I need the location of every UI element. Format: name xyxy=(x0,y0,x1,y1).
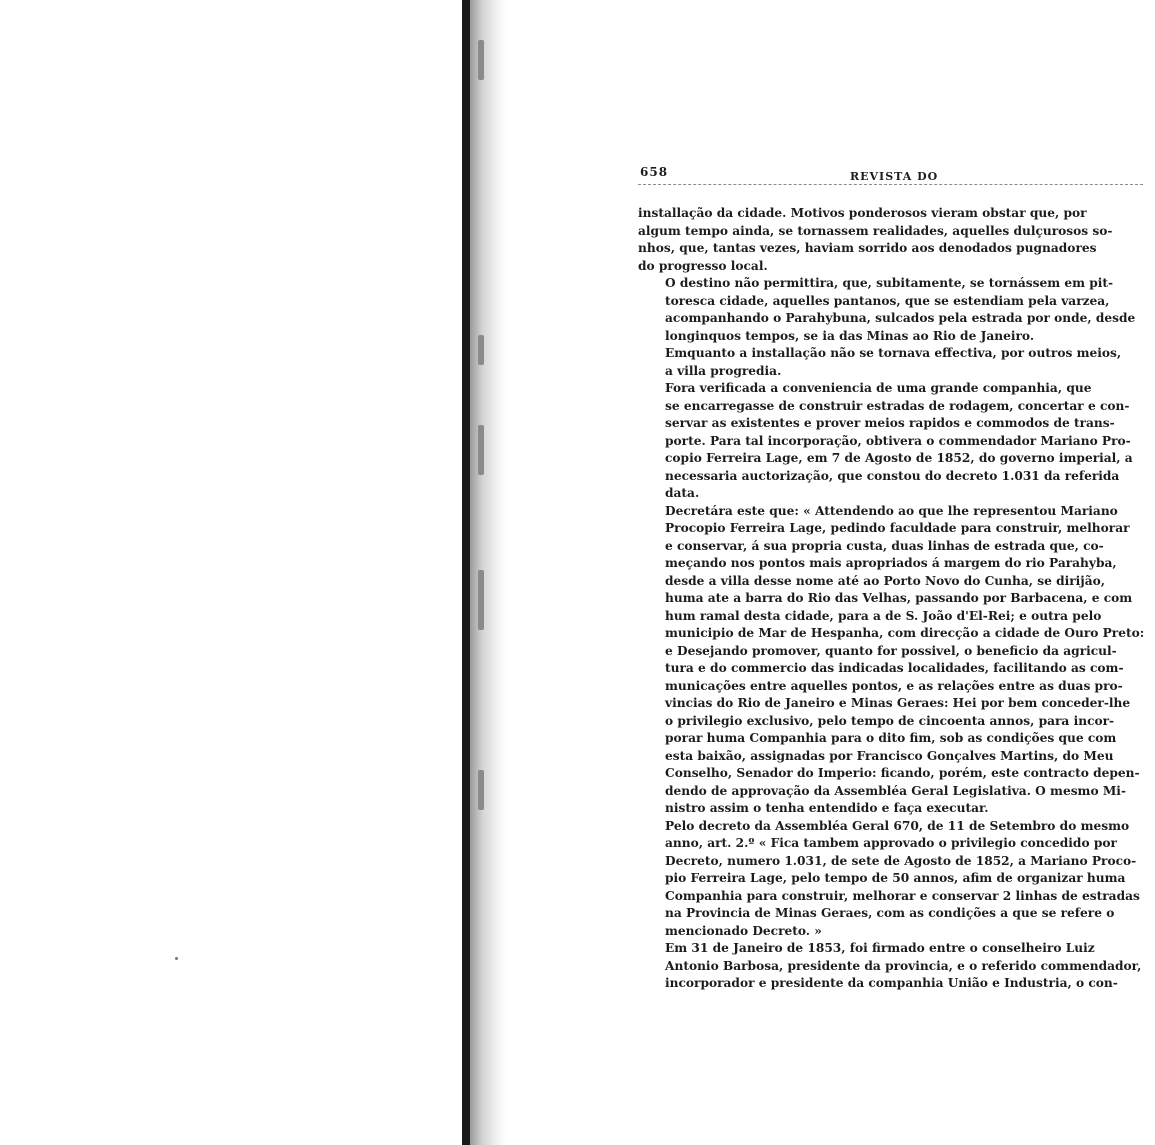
binding-mark xyxy=(478,40,484,80)
text-line: copio Ferreira Lage, em 7 de Agosto de 1852, do governo imperial, a xyxy=(665,451,1133,465)
page-body xyxy=(638,205,1143,993)
speck xyxy=(175,957,178,960)
text-line: Pelo decreto da Assembléa Geral 670, de 11 de Setembro do mesmo xyxy=(665,818,1130,833)
page-number: 658 xyxy=(640,165,669,179)
text-line: se encarregasse de construir estradas de rodagem, concertar e con- xyxy=(665,398,1130,413)
paragraph xyxy=(638,818,1143,941)
text-line: servar as existentes e prover meios rapidos e commodos de trans- xyxy=(665,416,1115,430)
text-line: Conselho, Senador do Imperio: ficando, porém, este contracto depen- xyxy=(665,766,1140,780)
running-title: REVISTA DO xyxy=(850,170,939,183)
text-line: pio Ferreira Lage, pelo tempo de 50 annos, afim de organizar huma xyxy=(665,871,1126,885)
binding-mark xyxy=(478,570,484,630)
text-line: toresca cidade, aquelles pantanos, que se estendiam pela varzea, xyxy=(665,293,1110,308)
text-line: e conservar, á sua propria custa, duas linhas de estrada que, co- xyxy=(665,538,1104,553)
book-page xyxy=(638,160,1143,993)
text-line: municipio de Mar de Hespanha, com direcção a cidade de Ouro Preto: xyxy=(665,626,1145,640)
text-line: Decreto, numero 1.031, de sete de Agosto de 1852, a Mariano Proco- xyxy=(665,853,1137,868)
text-line: Decretára este que: « Attendendo ao que lhe representou Mariano xyxy=(665,503,1118,518)
text-line: dendo de approvação da Assembléa Geral Legislativa. O mesmo Mi- xyxy=(665,783,1127,798)
text-line: esta baixão, assignadas por Francisco Gonçalves Martins, do Meu xyxy=(665,748,1114,763)
paragraph xyxy=(638,345,1143,380)
paragraph xyxy=(638,205,1143,275)
text-line: Procopio Ferreira Lage, pedindo faculdade para construir, melhorar xyxy=(665,521,1130,535)
text-line: anno, art. 2.º « Fica tambem approvado o privilegio concedido por xyxy=(665,836,1117,850)
text-line: algum tempo ainda, se tornassem realidades, aquelles dulçurosos so- xyxy=(638,223,1113,238)
text-line: Emquanto a installação não se tornava effectiva, por outros meios, xyxy=(665,346,1122,360)
text-line: longinquos tempos, se ia das Minas ao Rio de Janeiro. xyxy=(665,328,1035,343)
text-line: incorporador e presidente da companhia União e Industria, o con- xyxy=(665,976,1118,990)
text-line: a villa progredia. xyxy=(665,363,782,378)
text-line: porte. Para tal incorporação, obtivera o commendador Mariano Pro- xyxy=(665,433,1131,448)
text-line: Antonio Barbosa, presidente da provincia, e o referido commendador, xyxy=(665,958,1142,973)
text-line: O destino não permittira, que, subitamente, se tornássem em pit- xyxy=(665,276,1114,290)
text-line: hum ramal desta cidade, para a de S. João d'El-Rei; e outra pelo xyxy=(665,608,1102,623)
text-line: Em 31 de Janeiro de 1853, foi firmado entre o conselheiro Luiz xyxy=(665,941,1095,955)
text-line: tura e do commercio das indicadas localidades, facilitando as com- xyxy=(665,661,1124,675)
text-line: na Provincia de Minas Geraes, com as condições a que se refere o xyxy=(665,906,1115,920)
text-line: desde a villa desse nome até ao Porto Novo do Cunha, se dirijão, xyxy=(665,573,1105,588)
binding-mark xyxy=(478,335,484,365)
text-line: acompanhando o Parahybuna, sulcados pela estrada por onde, desde xyxy=(665,311,1136,325)
text-line: porar huma Companhia para o dito fim, sob as condições que com xyxy=(665,731,1117,745)
spine-shadow xyxy=(470,0,506,1145)
paragraph xyxy=(638,940,1143,993)
text-line: meçando nos pontos mais apropriados á margem do rio Parahyba, xyxy=(665,556,1117,570)
text-line: municações entre aquelles pontos, e as relações entre as duas pro- xyxy=(665,678,1123,693)
text-line: do progresso local. xyxy=(638,258,768,273)
text-line: huma ate a barra do Rio das Velhas, passando por Barbacena, e com xyxy=(665,591,1133,605)
text-line: Companhia para construir, melhorar e conservar 2 linhas de estradas xyxy=(665,888,1140,903)
book-spine xyxy=(462,0,470,1145)
text-line: nhos, que, tantas vezes, haviam sorrido aos denodados pugnadores xyxy=(638,241,1097,255)
paragraph xyxy=(638,275,1143,345)
text-line: installação da cidade. Motivos ponderosos vieram obstar que, por xyxy=(638,206,1087,220)
text-line: o privilegio exclusivo, pelo tempo de cincoenta annos, para incor- xyxy=(665,713,1115,728)
text-line: nistro assim o tenha entendido e faça executar. xyxy=(665,801,989,815)
text-line: necessaria auctorização, que constou do decreto 1.031 da referida xyxy=(665,468,1120,483)
paragraph xyxy=(638,380,1143,503)
text-line: e Desejando promover, quanto for possivel, o beneficio da agricul- xyxy=(665,643,1117,658)
text-line: vincias do Rio de Janeiro e Minas Geraes: Hei por bem conceder-lhe xyxy=(665,696,1131,710)
text-line: mencionado Decreto. » xyxy=(665,923,822,938)
binding-mark xyxy=(478,770,484,810)
page-header xyxy=(638,160,1143,185)
text-line: data. xyxy=(665,486,700,500)
paragraph xyxy=(638,503,1143,818)
text-line: Fora verificada a conveniencia de uma grande companhia, que xyxy=(665,381,1092,395)
binding-mark xyxy=(478,425,484,475)
